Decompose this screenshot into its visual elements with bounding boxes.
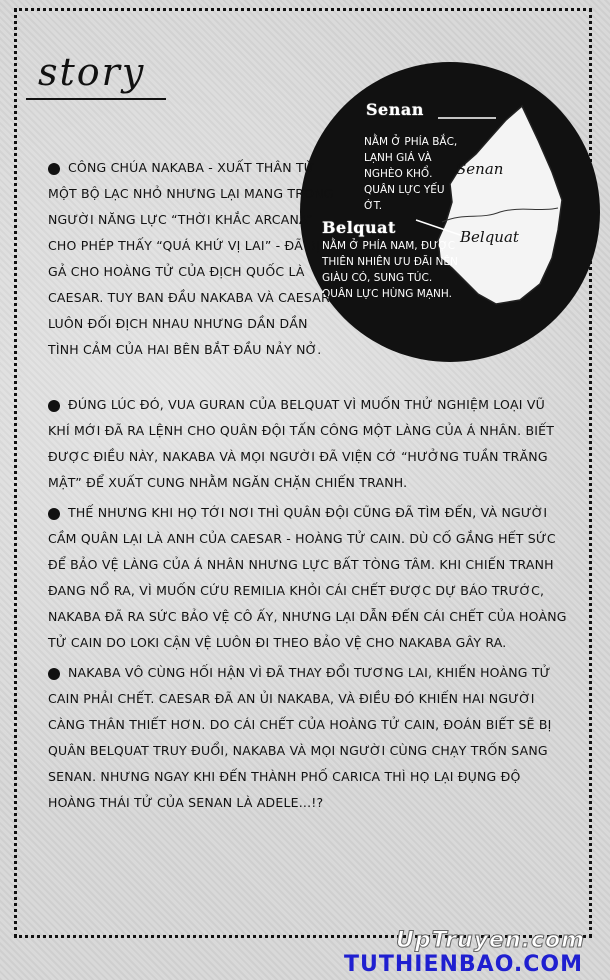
bullet-icon <box>48 163 60 175</box>
belquat-map-text: Belquat <box>460 228 519 246</box>
paragraph-text: ĐÚNG LÚC ĐÓ, VUA GURAN CỦA BELQUAT VÌ MUỐN THỬ NGHIỆM LOẠI VŨ KHÍ MỚI ĐÃ RA LỆNH CHO QUÂN ĐỘI TẤN CÔNG MỘT LÀNG CỦA Á NHÂN. BIẾT ĐƯỢC ĐIỀU NÀY, NAKABA VÀ MỌI NGƯỜI ĐÃ VIỆN CỚ “HƯỞNG TUẦN TRĂNG MẬT” ĐỂ XUẤT CUNG NHẰM NGĂN CHẶN CHIẾN TRANH. <box>48 397 555 490</box>
paragraph-text: NAKABA VÔ CÙNG HỐI HẬN VÌ ĐÃ THAY ĐỔI TƯƠNG LAI, KHIẾN HOÀNG TỬ CAIN PHẢI CHẾT. CAESAR ĐÃ AN ỦI NAKABA, VÀ ĐIỀU ĐÓ KHIẾN HAI NGƯỜI CÀNG THÂN THIẾT HƠN. DO CÁI CHẾT CỦA HOÀNG TỬ CAIN, ĐOÁN BIẾT SẼ BỊ QUÂN BELQUAT TRUY ĐUỔI, NAKABA VÀ MỌI NGƯỜI CÙNG CHẠY TRỐN SANG SENAN. NHƯNG NGAY KHI ĐẾN THÀNH PHỐ CARICA THÌ HỌ LẠI ĐỤNG ĐỘ HOÀNG THÁI TỬ CỦA SENAN LÀ ADELE...!? <box>48 665 552 810</box>
senan-map-text: Senan <box>456 160 504 178</box>
story-paragraph-1 <box>48 155 338 363</box>
story-paragraph-3 <box>48 500 568 656</box>
belquat-label: Belquat <box>322 218 396 237</box>
bullet-icon <box>48 508 60 520</box>
belquat-description: NẰM Ở PHÍA NAM, ĐƯỢC THIÊN NHIÊN ƯU ĐÃI NÊN GIÀU CÓ, SUNG TÚC. QUÂN LỰC HÙNG MẠNH. <box>322 240 458 300</box>
watermark-uptruyen: UpTruyen.com <box>396 928 586 953</box>
senan-label: Senan <box>366 100 424 119</box>
story-paragraph-4 <box>48 660 563 816</box>
watermark-tuthienbao: TUTHIENBAO.COM <box>344 952 584 977</box>
title-underline <box>26 98 166 100</box>
paragraph-text: CÔNG CHÚA NAKABA - XUẤT THÂN TỪ MỘT BỘ LẠC NHỎ NHƯNG LẠI MANG TRONG NGƯỜI NĂNG LỰC “THỜI KHẮC ARCANA” CHO PHÉP THẤY “QUÁ KHỨ VỊ LAI” - ĐÃ BỊ GẢ CHO HOÀNG TỬ CỦA ĐỊCH QUỐC LÀ CAESAR. TUY BAN ĐẦU NAKABA VÀ CAESAR LUÔN ĐỐI ĐỊCH NHAU NHƯNG DẦN DẦN TÌNH CẢM CỦA HAI BÊN BẮT ĐẦU NẢY NỞ. <box>48 160 334 357</box>
page-title: story <box>38 50 146 94</box>
paragraph-text: THẾ NHƯNG KHI HỌ TỚI NƠI THÌ QUÂN ĐỘI CŨNG ĐÃ TÌM ĐẾN, VÀ NGƯỜI CẦM QUÂN LẠI LÀ ANH CỦA CAESAR - HOÀNG TỬ CAIN. DÙ CỐ GẮNG HẾT SỨC ĐỂ BẢO VỆ LÀNG CỦA Á NHÂN NHƯNG LỰC BẤT TÒNG TÂM. KHI CHIẾN TRANH ĐANG NỔ RA, VÌ MUỐN CỨU REMILIA KHỎI CÁI CHẾT ĐƯỢC DỰ BÁO TRƯỚC, NAKABA ĐÃ RA SỨC BẢO VỆ CÔ ẤY, NHƯNG LẠI DẪN ĐẾN CÁI CHẾT CỦA HOÀNG TỬ CAIN DO LOKI CẬN VỆ LUÔN ĐI THEO BẢO VỆ CHO NAKABA GÂY RA. <box>48 505 567 650</box>
senan-description: NẰM Ở PHÍA BẮC, LẠNH GIÁ VÀ NGHÈO KHỔ. QUÂN LỰC YẾU ỚT. <box>364 136 458 212</box>
bullet-icon <box>48 668 60 680</box>
bullet-icon <box>48 400 60 412</box>
story-paragraph-2 <box>48 392 558 496</box>
